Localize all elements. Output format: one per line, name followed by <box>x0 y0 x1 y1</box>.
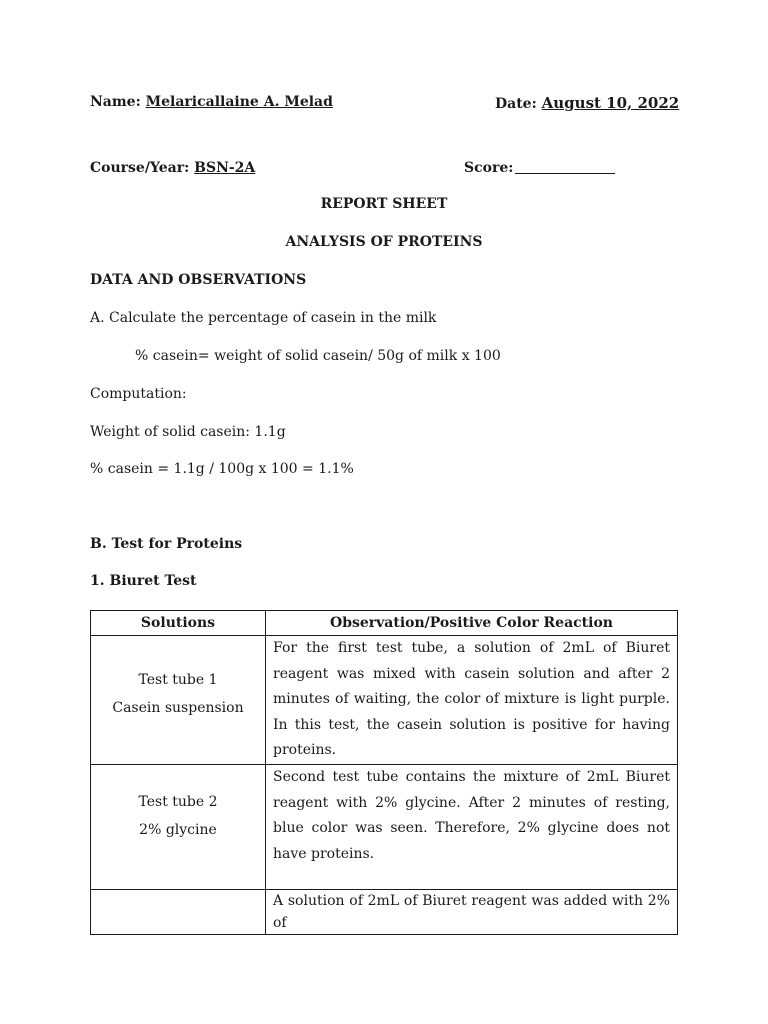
report-sheet-title: REPORT SHEET <box>320 196 448 212</box>
course-field <box>90 160 255 176</box>
name-field <box>90 94 333 110</box>
solutions-header: Solutions <box>91 611 266 636</box>
date-value: August 10, 2022 <box>541 94 680 112</box>
score-blank-line <box>515 160 615 174</box>
score-label: Score: <box>464 160 514 176</box>
table-row <box>91 890 678 935</box>
biuret-test-heading: 1. Biuret Test <box>90 573 197 589</box>
casein-result: % casein = 1.1g / 100g x 100 = 1.1% <box>90 461 354 477</box>
section-b-heading: B. Test for Proteins <box>90 536 243 552</box>
computation-label: Computation: <box>90 386 187 402</box>
solution-line-2: 2% glycine <box>139 821 217 838</box>
name-label: Name: <box>90 94 141 110</box>
score-field <box>464 160 615 176</box>
solution-line-2: Casein suspension <box>112 699 244 716</box>
observation-cell: For the first test tube, a solution of 2mL of Biuret reagent was mixed with casein solution and after 2 minutes of waiting, the color of mixture is light purple. In this test, the casein solution is positive for having proteins. <box>266 636 678 765</box>
solution-cell <box>91 765 266 890</box>
table-header-row <box>91 611 678 636</box>
biuret-test-table <box>90 610 678 935</box>
data-observations-heading: DATA AND OBSERVATIONS <box>90 272 307 288</box>
analysis-title: ANALYSIS OF PROTEINS <box>285 234 483 250</box>
solution-cell <box>91 636 266 765</box>
solution-line-1: Test tube 1 <box>138 671 218 688</box>
table-row <box>91 765 678 890</box>
date-label: Date: <box>495 96 537 112</box>
observation-cell: A solution of 2mL of Biuret reagent was added with 2% of <box>266 890 678 935</box>
name-value: Melaricallaine A. Melad <box>145 94 333 110</box>
solution-cell <box>91 890 266 935</box>
weight-of-casein: Weight of solid casein: 1.1g <box>90 424 286 440</box>
date-field <box>495 94 679 112</box>
section-a-heading: A. Calculate the percentage of casein in the milk <box>90 310 437 326</box>
observation-header: Observation/Positive Color Reaction <box>266 611 678 636</box>
solution-line-1: Test tube 2 <box>138 793 218 810</box>
casein-formula: % casein= weight of solid casein/ 50g of milk x 100 <box>135 348 501 364</box>
table-row <box>91 636 678 765</box>
course-value: BSN-2A <box>194 160 256 176</box>
observation-cell: Second test tube contains the mixture of 2mL Biuret reagent with 2% glycine. After 2 minutes of resting, blue color was seen. Therefore, 2% glycine does not have proteins. <box>266 765 678 890</box>
course-label: Course/Year: <box>90 160 190 176</box>
